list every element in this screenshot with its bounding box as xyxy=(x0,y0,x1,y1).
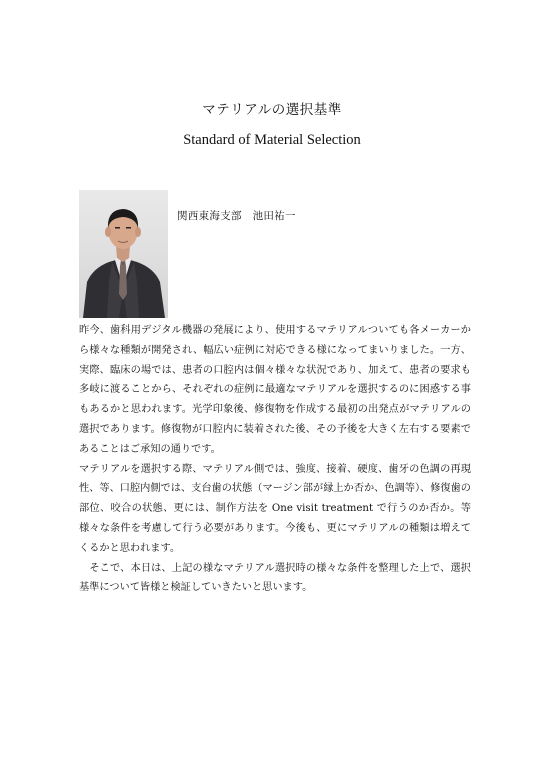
paragraph: マテリアルを選択する際、マテリアル側では、強度、接着、硬度、歯牙の色調の再現性、等、口腔内側では、支台歯の状態（マージン部が縁上か否か、色調等）、修復歯の部位、咬合の状態、更には、制作方法を One visit treatment で行うのか否か。等様々な条件を考慮して行う必要があります。今後も、更にマテリアルの種類は増えてくるかと思われます。 xyxy=(79,463,471,554)
title-english: Standard of Material Selection xyxy=(183,132,361,148)
paragraph: そこで、本日は、上記の様なマテリアル選択時の様々な条件を整理した上で、選択基準について皆様と検証していきたいと思います。 xyxy=(79,562,471,594)
paragraph: 昨今、歯科用デジタル機器の発展により、使用するマテリアルついても各メーカーから様々な種類が開発され、幅広い症例に対応できる様になってまいりました。一方、実際、臨床の場では、患者の口腔内は個々様々な状況であり、加えて、患者の要求も多岐に渡ることから、それぞれの症例に最適なマテリアルを選択するのに困惑する事もあるかと思われます。光学印象後、修復物を作成する最初の出発点がマテリアルの選択であります。修復物が口腔内に装着された後、その予後を大きく左右する要素であることはご承知の通りです。 xyxy=(79,325,471,455)
author-line: 関西東海支部 池田祐一 xyxy=(177,210,296,222)
author-photo xyxy=(79,190,168,318)
title-japanese: マテリアルの選択基準 xyxy=(202,102,342,118)
body-text xyxy=(79,321,471,598)
